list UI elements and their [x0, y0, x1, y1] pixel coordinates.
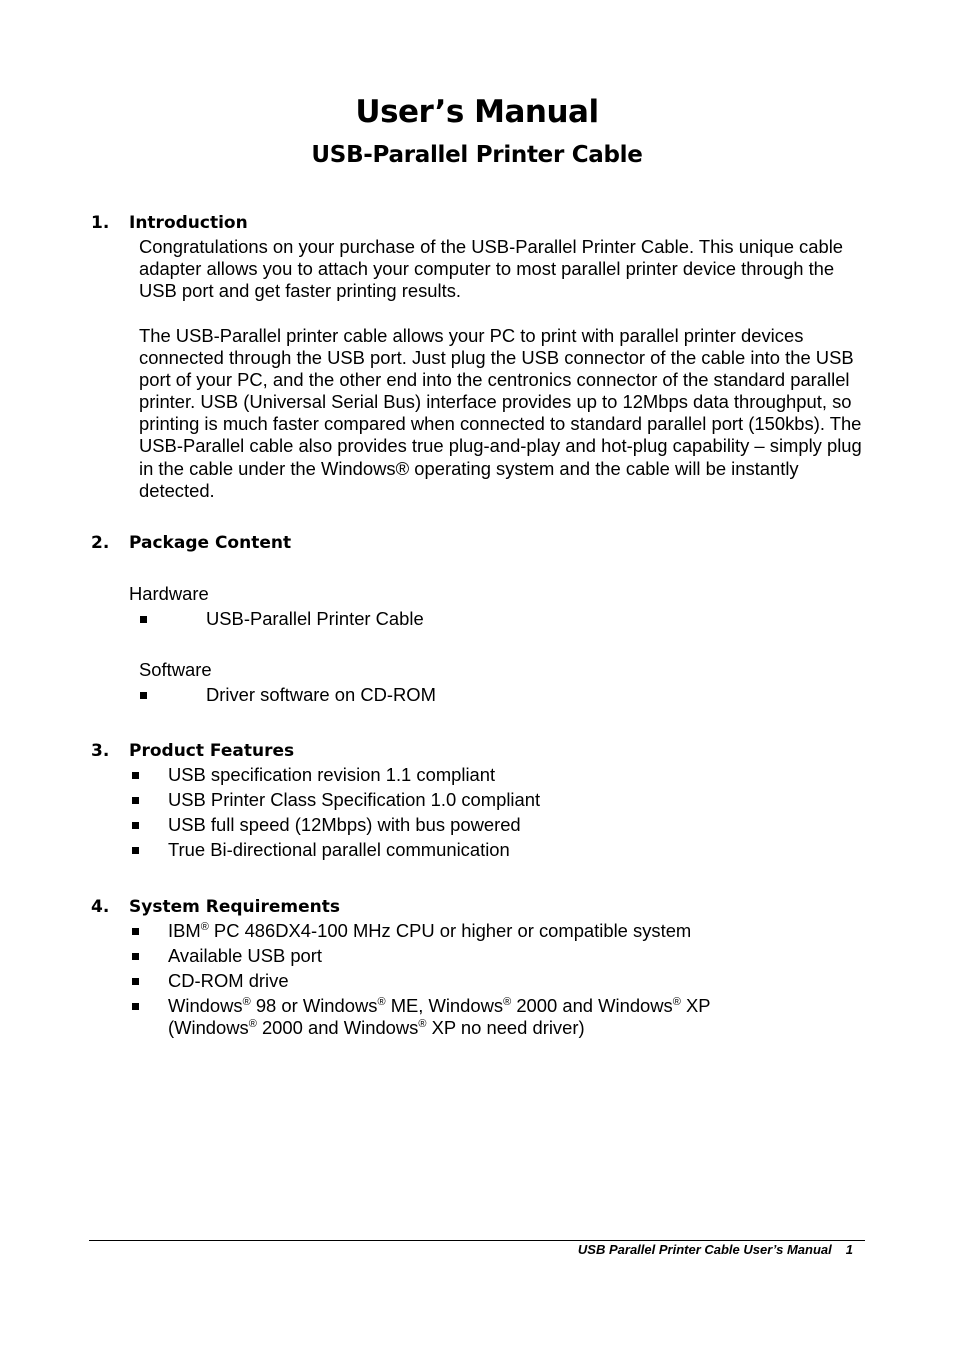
section-title: Introduction: [129, 213, 248, 233]
hardware-label: Hardware: [129, 583, 209, 604]
section-number: 4.: [91, 897, 110, 917]
list-item: Windows® 98 or Windows® ME, Windows® 2000 and Windows® XP (Windows® 2000 and Windows® XP no need driver): [130, 995, 711, 1039]
page-number: 1: [845, 1242, 853, 1257]
bullet-square-icon: [132, 978, 139, 985]
footer-title: USB Parallel Printer Cable User’s Manual: [577, 1242, 832, 1257]
section-heading-introduction: [91, 213, 248, 233]
bullet-square-icon: [140, 692, 147, 699]
list-item: True Bi-directional parallel communication: [130, 839, 540, 861]
page-footer: [578, 1242, 853, 1258]
list-item: IBM® PC 486DX4-100 MHz CPU or higher or compatible system: [130, 920, 711, 942]
list-item: Available USB port: [130, 945, 711, 967]
software-label: Software: [139, 659, 212, 680]
bullet-square-icon: [132, 928, 139, 935]
document-title: User’s Manual: [355, 94, 599, 130]
hardware-list: [139, 608, 424, 630]
list-item: USB specification revision 1.1 compliant: [130, 764, 540, 786]
section-heading-product-features: [91, 741, 294, 761]
section-number: 1.: [91, 213, 110, 233]
bullet-square-icon: [132, 1003, 139, 1010]
section-title: Product Features: [129, 741, 295, 761]
section-title: Package Content: [129, 533, 292, 553]
software-list: [139, 684, 436, 706]
section-title: System Requirements: [129, 897, 340, 917]
section-number: 3.: [91, 741, 110, 761]
bullet-square-icon: [132, 797, 139, 804]
list-item: USB full speed (12Mbps) with bus powered: [130, 814, 540, 836]
requirements-list: [130, 920, 711, 1042]
bullet-square-icon: [132, 822, 139, 829]
bullet-square-icon: [132, 847, 139, 854]
section-heading-system-requirements: [91, 897, 340, 917]
section-number: 2.: [91, 533, 110, 553]
list-item: CD-ROM drive: [130, 970, 711, 992]
bullet-square-icon: [140, 616, 147, 623]
intro-paragraph-1: Congratulations on your purchase of the USB-Parallel Printer Cable. This unique cable adapter allows you to attach your computer to most parallel printer device through the USB port and get faster printing results.: [139, 236, 844, 302]
list-item: Driver software on CD-ROM: [139, 684, 436, 706]
bullet-square-icon: [132, 953, 139, 960]
intro-paragraph-2: The USB-Parallel printer cable allows your PC to print with parallel printer devices connected through the USB port. Just plug the USB connector of the cable into the USB port of your PC, and the other end into the centronics connector of the standard parallel printer. USB (Universal Serial Bus) interface provides up to 12Mbps data throughput, so printing is much faster compared when connected to standard parallel port (150kbs). The USB-Parallel cable also provides true plug-and-play and hot-plug capability – simply plug in the cable under the Windows® operating system and the cable will be instantly detected.: [139, 325, 862, 501]
document-subtitle: USB-Parallel Printer Cable: [311, 142, 643, 168]
list-item: USB Printer Class Specification 1.0 compliant: [130, 789, 540, 811]
registered-mark: ®: [200, 921, 209, 933]
list-item: USB-Parallel Printer Cable: [139, 608, 424, 630]
bullet-square-icon: [132, 772, 139, 779]
section-heading-package-content: [91, 533, 291, 553]
footer-rule: [89, 1240, 865, 1241]
features-list: [130, 764, 540, 864]
